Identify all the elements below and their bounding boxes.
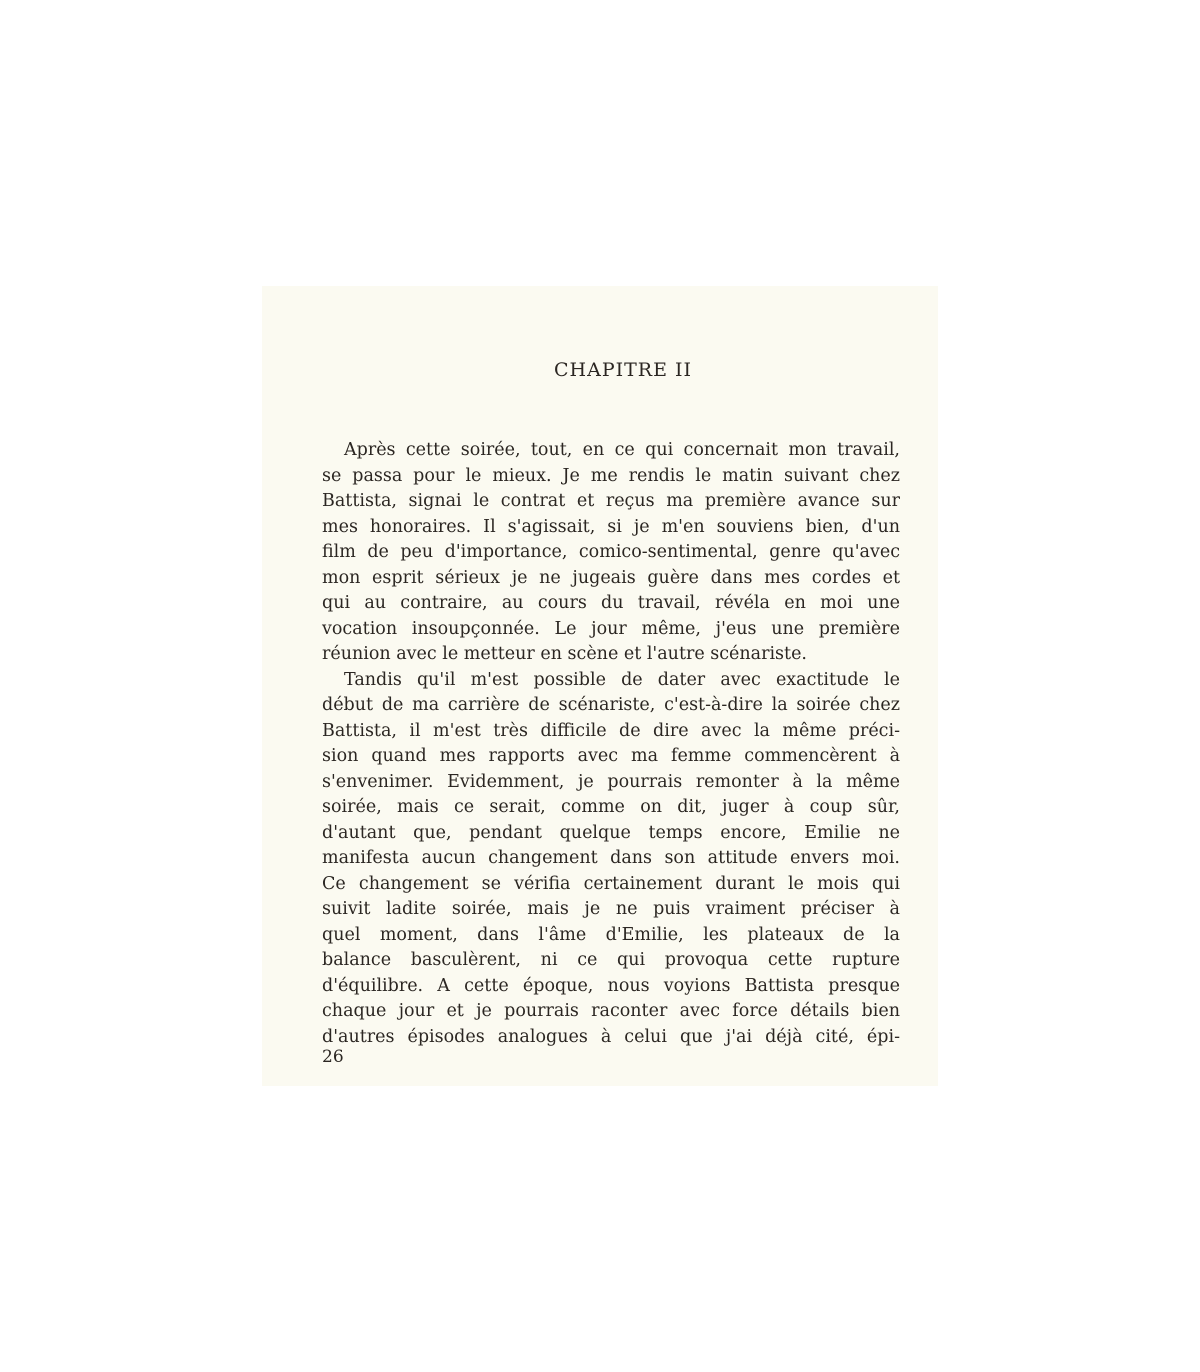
text-line: Battista, il m'est très difficile de dire avec la même préci-	[322, 720, 900, 741]
page-number: 26	[322, 1047, 344, 1067]
text-line: mes honoraires. Il s'agissait, si je m'en souviens bien, d'un	[322, 516, 900, 537]
text-line: début de ma carrière de scénariste, c'est-à-dire la soirée chez	[322, 695, 900, 715]
text-line: balance basculèrent, ni ce qui provoqua cette rupture	[322, 950, 900, 970]
text-line: d'équilibre. A cette époque, nous voyions Battista presque	[322, 975, 900, 996]
text-line: Battista, signai le contrat et reçus ma première avance sur	[322, 491, 900, 511]
text-line: film de peu d'importance, comico-sentimental, genre qu'avec	[322, 542, 900, 562]
text-line: réunion avec le metteur en scène et l'autre scénariste.	[322, 644, 807, 664]
text-line: d'autant que, pendant quelque temps encore, Emilie ne	[322, 822, 900, 843]
text-line: Tandis qu'il m'est possible de dater avec exactitude le	[344, 669, 900, 690]
text-line: suivit ladite soirée, mais je ne puis vraiment préciser à	[322, 899, 900, 919]
text-line: Après cette soirée, tout, en ce qui concernait mon travail,	[344, 440, 900, 460]
text-line: vocation insoupçonnée. Le jour même, j'eus une première	[322, 618, 900, 639]
text-line: sion quand mes rapports avec ma femme commencèrent à	[322, 746, 900, 766]
text-line: soirée, mais ce serait, comme on dit, juger à coup sûr,	[322, 797, 900, 817]
text-line: Ce changement se vérifia certainement durant le mois qui	[322, 873, 900, 894]
text-line: mon esprit sérieux je ne jugeais guère dans mes cordes et	[322, 567, 900, 588]
text-line: d'autres épisodes analogues à celui que j'ai déjà cité, épi-	[322, 1026, 900, 1047]
text-line: se passa pour le mieux. Je me rendis le matin suivant chez	[322, 465, 900, 486]
text-line: chaque jour et je pourrais raconter avec force détails bien	[322, 1001, 900, 1021]
book-page	[262, 286, 938, 1086]
text-line: qui au contraire, au cours du travail, révéla en moi une	[322, 593, 900, 613]
chapter-title: CHAPITRE II	[553, 359, 693, 381]
text-line: s'envenimer. Evidemment, je pourrais remonter à la même	[322, 771, 900, 792]
text-line: manifesta aucun changement dans son attitude envers moi.	[322, 848, 900, 868]
body-text	[322, 438, 900, 1050]
text-line: quel moment, dans l'âme d'Emilie, les plateaux de la	[322, 924, 900, 945]
